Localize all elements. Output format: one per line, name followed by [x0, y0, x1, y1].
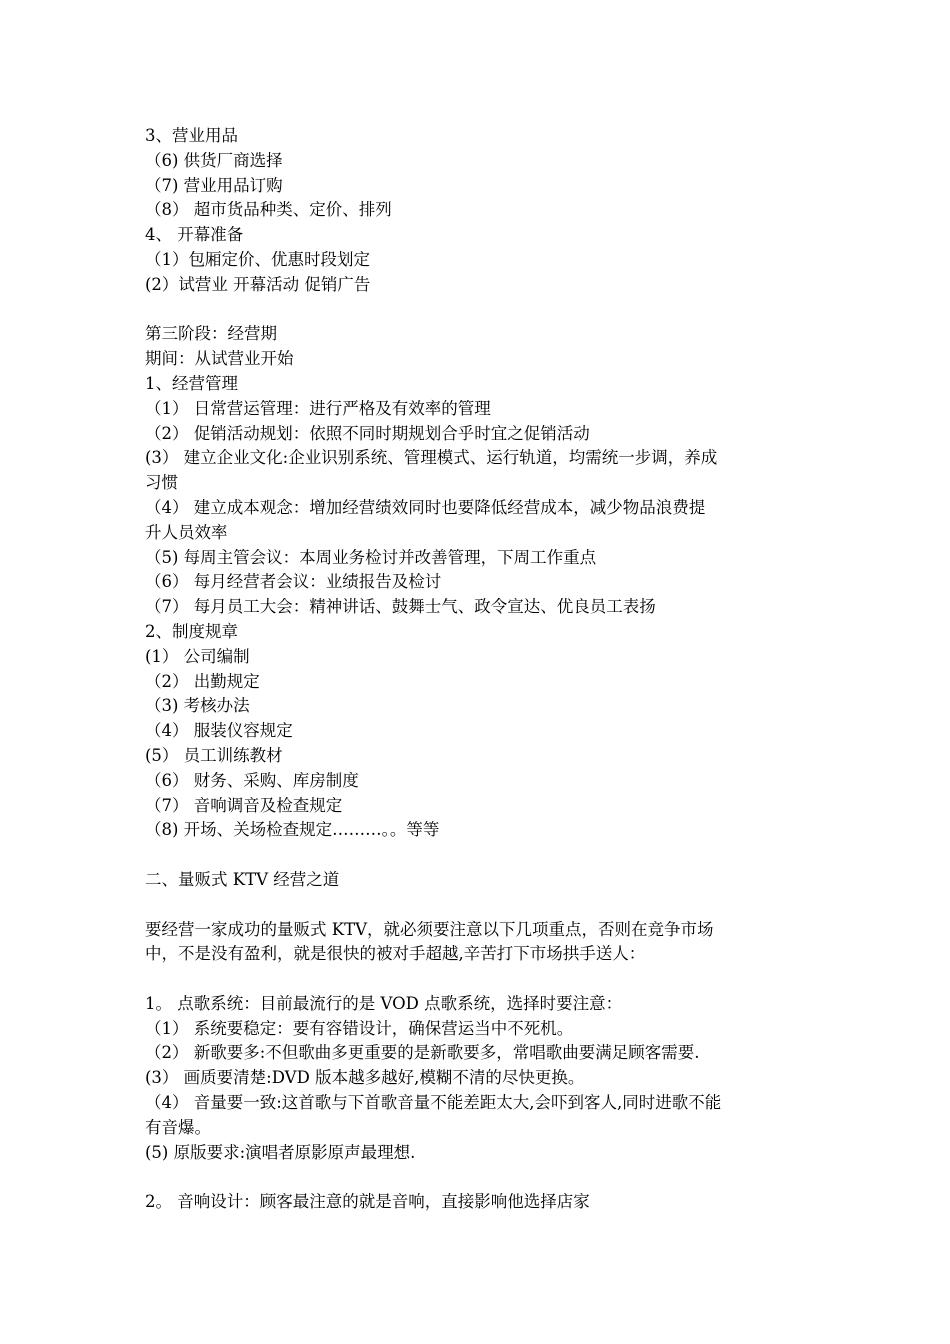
text-line: 中，不是没有盈利，就是很快的被对手超越,辛苦打下市场拱手送人：: [145, 944, 646, 964]
text-line: 要经营一家成功的量贩式 KTV，就必须要注意以下几项重点，否则在竞争市场: [145, 919, 714, 939]
text-line: （7） 每月员工大会：精神讲话、鼓舞士气、政令宣达、优良员工表扬: [145, 597, 656, 617]
text-line: （4） 服装仪容规定: [145, 721, 293, 741]
text-line: （5) 每周主管会议：本周业务检讨并改善管理，下周工作重点: [145, 547, 597, 567]
text-line: （6） 财务、采购、库房制度: [145, 770, 359, 790]
text-line: (2）试营业 开幕活动 促销广告: [145, 274, 371, 294]
text-line: 1、经营管理: [145, 373, 238, 393]
text-line: （2） 出勤规定: [145, 671, 260, 691]
text-line: （1）包厢定价、优惠时段划定: [145, 249, 370, 269]
text-line: 2、制度规章: [145, 621, 238, 641]
text-line: （2） 促销活动规划：依照不同时期规划合乎时宜之促销活动: [145, 423, 590, 443]
text-line: （7） 音响调音及检查规定: [145, 795, 343, 815]
text-line: (1） 公司编制: [145, 646, 250, 666]
text-line: （6) 供货厂商选择: [145, 150, 283, 170]
text-line: 习惯: [145, 473, 178, 493]
text-line: (3） 建立企业文化:企业识别系统、管理模式、运行轨道，均需统一步调，养成: [145, 448, 718, 468]
text-line: （8） 超市货品种类、定价、排列: [145, 200, 392, 220]
blank-line: [145, 1165, 813, 1190]
blank-line: [145, 843, 813, 868]
text-line: （6） 每月经营者会议：业绩报告及检讨: [145, 572, 442, 592]
text-line: (3） 画质要清楚:DVD 版本越多越好,模糊不清的尽快更换。: [145, 1068, 585, 1088]
text-line: （3) 考核办法: [145, 696, 250, 716]
text-line: 有音爆。: [145, 1117, 211, 1137]
text-line: （1） 系统要稳定：要有容错设计，确保营运当中不死机。: [145, 1018, 574, 1038]
text-line: (5) 原版要求:演唱者原影原声最理想.: [145, 1142, 416, 1162]
text-line: 4、 开幕准备: [145, 225, 244, 245]
text-line: 2。 音响设计：顾客最注意的就是音响，直接影响他选择店家: [145, 1192, 590, 1212]
text-line: 1。 点歌系统：目前最流行的是 VOD 点歌系统，选择时要注意：: [145, 993, 623, 1013]
blank-line: [145, 298, 813, 323]
document-body: [145, 124, 813, 1215]
blank-line: [145, 967, 813, 992]
text-line: （4） 建立成本观念：增加经营绩效同时也要降低经营成本，减少物品浪费提: [145, 497, 706, 517]
text-line: （4） 音量要一致:这首歌与下首歌音量不能差距太大,会吓到客人,同时进歌不能: [145, 1093, 722, 1113]
section-heading: 第三阶段：经营期: [145, 324, 277, 344]
section-heading: 二、量贩式 KTV 经营之道: [145, 869, 340, 889]
text-line: 期间：从试营业开始: [145, 349, 294, 369]
text-line: (5） 员工训练教材: [145, 745, 283, 765]
text-line: 3、营业用品: [145, 126, 238, 145]
text-line: （1） 日常营运管理：进行严格及有效率的管理: [145, 398, 491, 418]
text-line: 升人员效率: [145, 522, 228, 542]
text-line: （7) 营业用品订购: [145, 175, 283, 195]
blank-line: [145, 893, 813, 918]
text-line: （2） 新歌要多:不但歌曲多更重要的是新歌要多，常唱歌曲要满足顾客需要.: [145, 1043, 700, 1063]
text-line: （8) 开场、关场检查规定………。。等等: [145, 820, 440, 840]
